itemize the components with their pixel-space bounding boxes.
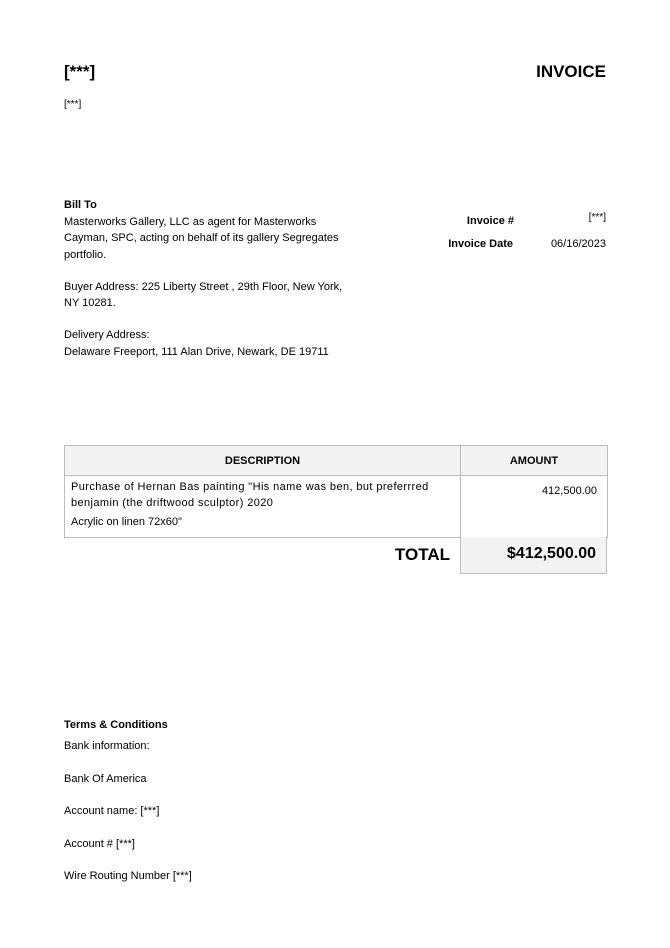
column-header-amount: AMOUNT xyxy=(461,446,608,476)
company-name: [***] xyxy=(64,62,96,81)
delivery-address: Delaware Freeport, 111 Alan Drive, Newark, DE 19711 xyxy=(64,345,329,358)
item-amount: 412,500.00 xyxy=(461,476,608,538)
terms-line: Bank Of America xyxy=(64,772,147,785)
bill-to-block xyxy=(64,214,354,360)
terms-line: Wire Routing Number [***] xyxy=(64,870,192,882)
invoice-date-label: Invoice Date xyxy=(448,238,513,250)
document-title: INVOICE xyxy=(536,62,606,81)
table-header-row xyxy=(65,446,608,476)
table-row xyxy=(65,476,608,538)
terms-heading: Terms & Conditions xyxy=(64,719,168,731)
column-header-description: DESCRIPTION xyxy=(65,446,461,476)
invoice-number-label: Invoice # xyxy=(466,215,514,227)
line-items-table xyxy=(64,445,608,538)
item-description-cell xyxy=(65,476,461,538)
terms-lines xyxy=(64,739,192,885)
delivery-label: Delivery Address: xyxy=(64,329,150,342)
item-detail: Acrylic on linen 72x60" xyxy=(71,516,182,528)
total-label: TOTAL xyxy=(394,545,450,564)
buyer-name: Masterworks Gallery, LLC as agent for Masterworks Cayman, SPC, acting on behalf of its gallery Segregates portfolio. xyxy=(64,216,339,261)
terms-line: Account # [***] xyxy=(64,837,135,850)
bill-to-heading: Bill To xyxy=(64,199,97,211)
company-subline: [***] xyxy=(64,99,82,110)
delivery-address-block xyxy=(64,327,354,360)
terms-line: Bank information: xyxy=(64,740,150,752)
invoice-number-value: [***] xyxy=(588,212,606,223)
terms-line: Account name: [***] xyxy=(64,805,160,817)
total-box xyxy=(460,537,607,574)
buyer-address: Buyer Address: 225 Liberty Street , 29th Floor, New York, NY 10281. xyxy=(64,280,343,310)
invoice-date-value: 06/16/2023 xyxy=(550,238,606,250)
total-value: $412,500.00 xyxy=(507,545,596,562)
item-description: Purchase of Hernan Bas painting "His name was ben, but preferrred benjamin (the driftwood sculptor) 2020 xyxy=(71,481,429,509)
